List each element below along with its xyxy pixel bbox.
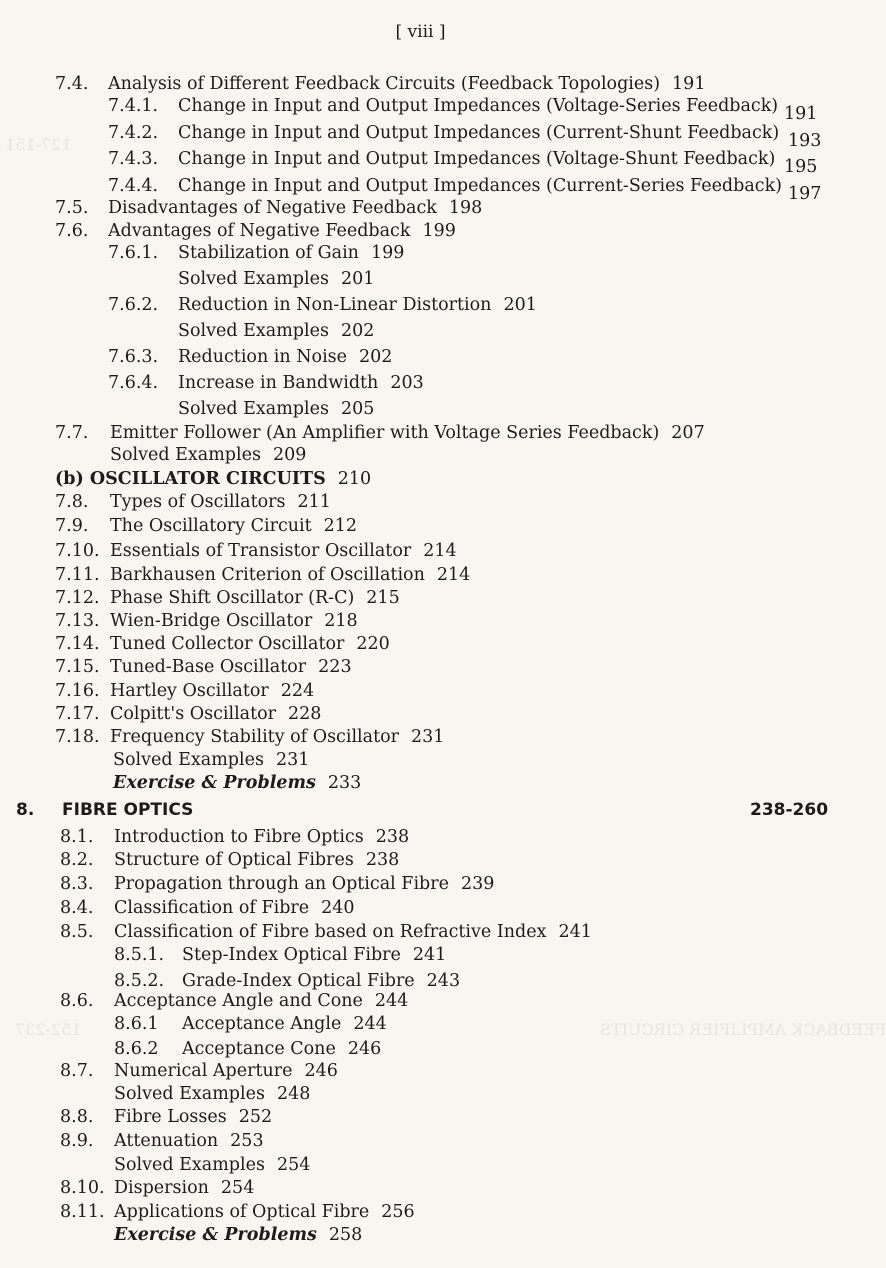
entry-number: 7.16. <box>55 681 100 701</box>
entry-number: 7.15. <box>55 657 100 677</box>
toc-entry <box>108 294 537 316</box>
entry-number: 7.8. <box>55 492 89 512</box>
entry-page: 218 <box>324 611 358 631</box>
toc-entry <box>178 398 374 420</box>
entry-page: 202 <box>359 347 393 367</box>
entry-page: 203 <box>390 373 424 393</box>
entry-page: 220 <box>356 634 390 654</box>
toc-entry <box>60 921 592 943</box>
entry-title: Applications of Optical Fibre <box>114 1202 370 1222</box>
entry-title: Essentials of Transistor Oscillator <box>110 541 412 561</box>
toc-entry <box>114 944 446 966</box>
entry-page: 207 <box>671 423 705 443</box>
entry-page: 238 <box>365 850 400 870</box>
toc-entry <box>55 703 321 725</box>
entry-number: 7.4.2. <box>108 123 159 143</box>
toc-entry <box>114 1224 362 1246</box>
toc-entry <box>108 122 779 144</box>
entry-title: Reduction in Noise <box>178 347 348 367</box>
entry-page: 240 <box>321 898 355 918</box>
entry-page: 243 <box>426 971 461 991</box>
entry-title: Step-Index Optical Fibre <box>182 945 401 965</box>
entry-title: The Oscillatory Circuit <box>110 516 312 536</box>
toc-entry <box>55 468 371 490</box>
entry-number: 7.4. <box>55 74 89 94</box>
entry-number: 8.5. <box>60 922 94 942</box>
entry-page: 254 <box>276 1155 311 1175</box>
toc-entry <box>178 320 374 342</box>
entry-title: Propagation through an Optical Fibre <box>114 874 449 894</box>
entry-number: 8.8. <box>60 1107 94 1127</box>
entry-page: 199 <box>370 243 405 263</box>
entry-title: Solved Examples <box>113 750 264 770</box>
entry-title: Solved Examples <box>110 445 261 465</box>
entry-page: 246 <box>304 1061 338 1081</box>
toc-entry <box>114 1083 310 1105</box>
entry-number: 8.1. <box>60 827 94 847</box>
entry-title: Acceptance Angle <box>182 1014 342 1034</box>
entry-page: 239 <box>460 874 495 894</box>
toc-entry <box>60 849 399 871</box>
entry-page: 253 <box>230 1131 264 1151</box>
entry-number: 7.5. <box>55 198 89 218</box>
entry-title: Change in Input and Output Impedances (Current-Series Feedback) <box>178 176 782 196</box>
entry-number: 7.6.2. <box>108 295 159 315</box>
bleed-through-text: 127-151 <box>5 135 72 154</box>
entry-title: Classification of Fibre based on Refractive Index <box>114 922 547 942</box>
toc-entry <box>55 726 444 748</box>
page-header: [ viii ] <box>395 22 446 42</box>
entry-page: 199 <box>422 221 456 241</box>
toc-entry <box>108 346 392 368</box>
entry-number: 8.6.2 <box>114 1039 159 1059</box>
toc-entry <box>108 175 782 197</box>
bleed-through-text: 152-237 <box>15 1020 82 1039</box>
entry-number: 8. <box>16 800 35 820</box>
entry-page: 252 <box>238 1107 273 1127</box>
toc-entry <box>60 1177 254 1199</box>
entry-number: 8.3. <box>60 874 94 894</box>
entry-title: Acceptance Cone <box>182 1039 336 1059</box>
entry-page: 210 <box>337 469 372 489</box>
entry-title: Colpitt's Oscillator <box>110 704 277 724</box>
entry-number: 7.4.1. <box>108 96 159 116</box>
entry-title: Attenuation <box>114 1131 219 1151</box>
entry-title: Reduction in Non-Linear Distortion <box>178 295 492 315</box>
entry-title: Frequency Stability of Oscillator <box>110 727 400 747</box>
entry-number: 7.12. <box>55 588 100 608</box>
entry-title: Change in Input and Output Impedances (Voltage-Shunt Feedback) <box>178 149 776 169</box>
entry-page: 238 <box>375 827 410 847</box>
toc-entry <box>114 970 460 992</box>
entry-page: 244 <box>353 1014 387 1034</box>
toc-entry <box>55 564 470 586</box>
entry-title: Emitter Follower (An Amplifier with Voltage Series Feedback) <box>110 423 660 443</box>
entry-number: 7.14. <box>55 634 100 654</box>
entry-page: 211 <box>297 492 331 512</box>
entry-title: FIBRE OPTICS <box>62 800 194 820</box>
entry-title: Analysis of Different Feedback Circuits (Feedback Topologies) <box>108 74 661 94</box>
toc-entry <box>60 1201 415 1223</box>
toc-entry <box>55 73 705 95</box>
toc-entry <box>55 422 705 444</box>
entry-title: Structure of Optical Fibres <box>114 850 354 870</box>
entry-number: 7.17. <box>55 704 100 724</box>
toc-entry <box>108 95 778 117</box>
entry-number: 8.11. <box>60 1202 105 1222</box>
toc-entry <box>110 444 306 466</box>
entry-page: 233 <box>327 773 362 793</box>
entry-title: Dispersion <box>114 1178 209 1198</box>
toc-entry <box>55 610 358 632</box>
entry-number: 7.18. <box>55 727 100 747</box>
entry-title: (b) OSCILLATOR CIRCUITS <box>55 469 326 489</box>
entry-page: 223 <box>318 657 352 677</box>
entry-page: 205 <box>340 399 375 419</box>
toc-entry <box>113 749 309 771</box>
entry-page: 209 <box>272 445 307 465</box>
toc-entry <box>60 826 409 848</box>
entry-number: 7.11. <box>55 565 100 585</box>
entry-page: 212 <box>323 516 358 536</box>
entry-title: Wien-Bridge Oscillator <box>110 611 313 631</box>
entry-title: Phase Shift Oscillator (R-C) <box>110 588 355 608</box>
entry-page: 197 <box>788 184 822 204</box>
entry-number: 8.6.1 <box>114 1014 159 1034</box>
entry-page: 224 <box>280 681 315 701</box>
toc-entry <box>55 587 400 609</box>
entry-page: 191 <box>672 74 706 94</box>
entry-page: 256 <box>381 1202 415 1222</box>
entry-number: 8.7. <box>60 1061 94 1081</box>
entry-title: Solved Examples <box>178 321 329 341</box>
entry-title: Solved Examples <box>178 399 329 419</box>
entry-title: Stabilization of Gain <box>178 243 359 263</box>
entry-title: Acceptance Angle and Cone <box>114 991 363 1011</box>
toc-entry <box>55 680 314 702</box>
entry-title: Hartley Oscillator <box>110 681 269 701</box>
entry-page: 214 <box>436 565 471 585</box>
entry-number: 8.9. <box>60 1131 94 1151</box>
entry-number: 7.4.3. <box>108 149 159 169</box>
entry-title: Grade-Index Optical Fibre <box>182 971 415 991</box>
entry-number: 8.6. <box>60 991 94 1011</box>
entry-page: 254 <box>220 1178 255 1198</box>
entry-page: 248 <box>276 1084 311 1104</box>
toc-entry <box>178 268 374 290</box>
entry-page: 238-260 <box>750 800 829 820</box>
entry-title: Increase in Bandwidth <box>178 373 379 393</box>
toc-entry <box>60 897 355 919</box>
entry-title: Solved Examples <box>114 1155 265 1175</box>
entry-title: Barkhausen Criterion of Oscillation <box>110 565 425 585</box>
entry-number: 7.13. <box>55 611 100 631</box>
entry-number: 7.6. <box>55 221 89 241</box>
entry-title: Disadvantages of Negative Feedback <box>108 198 437 218</box>
toc-entry <box>108 372 424 394</box>
toc-entry <box>114 1013 387 1035</box>
entry-title: Solved Examples <box>114 1084 265 1104</box>
toc-entry <box>60 1130 264 1152</box>
toc-entry <box>108 242 404 264</box>
entry-page: 231 <box>275 750 310 770</box>
toc-entry <box>60 1106 272 1128</box>
entry-title: Solved Examples <box>178 269 329 289</box>
entry-number: 8.2. <box>60 850 94 870</box>
entry-page: 201 <box>503 295 537 315</box>
toc-entry <box>114 1038 381 1060</box>
toc-entry <box>55 491 331 513</box>
entry-title: Fibre Losses <box>114 1107 227 1127</box>
entry-title: Exercise & Problems <box>113 773 316 793</box>
entry-page: 214 <box>423 541 457 561</box>
entry-page: 246 <box>347 1039 382 1059</box>
entry-number: 7.4.4. <box>108 176 159 196</box>
toc-entry <box>55 220 456 242</box>
entry-number: 7.10. <box>55 541 100 561</box>
entry-title: Advantages of Negative Feedback <box>108 221 411 241</box>
entry-page: 215 <box>366 588 400 608</box>
toc-entry <box>60 990 408 1012</box>
entry-number: 7.6.4. <box>108 373 159 393</box>
entry-number: 8.5.1. <box>114 945 165 965</box>
entry-number: 7.7. <box>55 423 89 443</box>
entry-page: 202 <box>340 321 375 341</box>
toc-entry <box>55 197 482 219</box>
entry-number: 7.6.3. <box>108 347 159 367</box>
bleed-through-text: FEEDBACK AMPLIFIER CIRCUITS <box>600 1020 886 1039</box>
entry-title: Classification of Fibre <box>114 898 310 918</box>
toc-entry <box>113 772 361 794</box>
entry-number: 8.5.2. <box>114 971 165 991</box>
toc-entry <box>60 873 494 895</box>
entry-page: 244 <box>374 991 409 1011</box>
entry-page: 241 <box>558 922 592 942</box>
toc-entry <box>60 1060 338 1082</box>
toc-entry <box>16 799 193 821</box>
toc-entry <box>55 656 352 678</box>
entry-number: 7.6.1. <box>108 243 159 263</box>
toc-entry <box>108 148 775 170</box>
entry-page: 201 <box>340 269 375 289</box>
entry-page: 195 <box>784 157 818 177</box>
entry-title: Introduction to Fibre Optics <box>114 827 364 847</box>
entry-page: 198 <box>448 198 483 218</box>
toc-entry <box>55 633 390 655</box>
entry-number: 8.4. <box>60 898 94 918</box>
entry-title: Change in Input and Output Impedances (Voltage-Series Feedback) <box>178 96 779 116</box>
toc-entry <box>114 1154 310 1176</box>
toc-entry <box>55 515 357 537</box>
entry-title: Types of Oscillators <box>110 492 286 512</box>
entry-title: Tuned Collector Oscillator <box>110 634 345 654</box>
entry-title: Exercise & Problems <box>114 1225 317 1245</box>
entry-page: 228 <box>288 704 322 724</box>
entry-number: 8.10. <box>60 1178 105 1198</box>
entry-number: 7.9. <box>55 516 89 536</box>
entry-page: 258 <box>328 1225 363 1245</box>
toc-entry <box>55 540 457 562</box>
entry-title: Change in Input and Output Impedances (Current-Shunt Feedback) <box>178 123 780 143</box>
entry-page: 193 <box>788 131 822 151</box>
entry-page: 191 <box>784 104 818 124</box>
entry-title: Tuned-Base Oscillator <box>110 657 307 677</box>
entry-title: Numerical Aperture <box>114 1061 293 1081</box>
entry-page: 241 <box>412 945 447 965</box>
entry-page: 231 <box>411 727 445 747</box>
